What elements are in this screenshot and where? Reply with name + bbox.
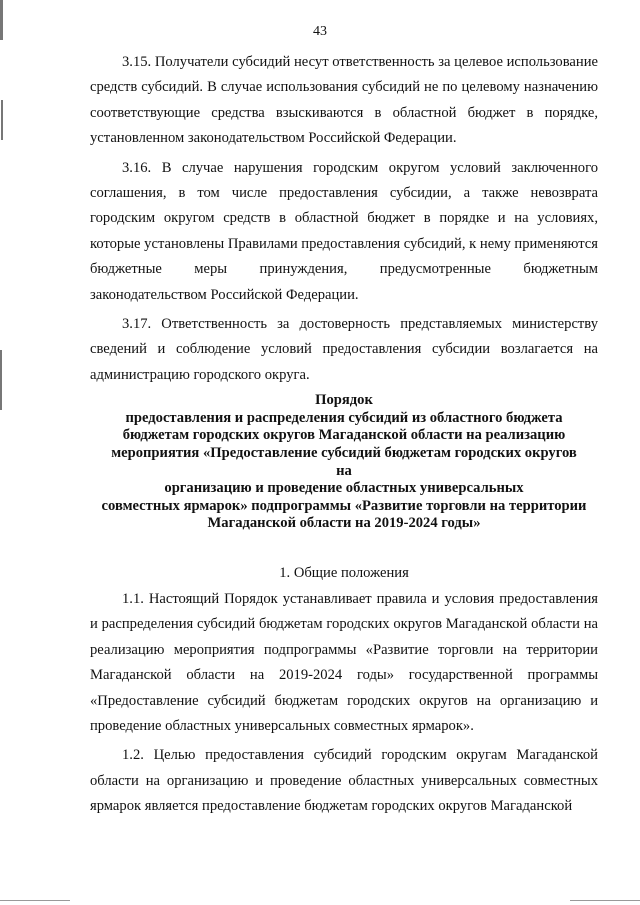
page-number: 43 (313, 24, 327, 39)
paragraph-3-17: 3.17. Ответственность за достоверность представляемых министерству сведений и соблюдение условий предоставления субсидии возлагается на администрацию городского округа. (90, 316, 598, 383)
title-line: мероприятия «Предоставление субсидий бюджетам городских округов (111, 445, 577, 462)
section-heading: 1. Общие положения (279, 565, 409, 582)
document-title (90, 392, 598, 533)
paragraph-1-1: 1.1. Настоящий Порядок устанавливает правила и условия предоставления и распределения субсидий бюджетам городских округов Магаданской области на реализацию мероприятия подпрограммы «Развитие торговли на территории Магаданской области на 2019-2024 годы» государственной программы «Предоставление субсидий бюджетам городских округов на организацию и проведение областных универсальных совместных ярмарок». (90, 591, 598, 735)
paragraph-3-15: 3.15. Получатели субсидий несут ответственность за целевое использование средств субсидий. В случае использования субсидий не по целевому назначению соответствующие средства взыскиваются в областной бюджет в порядке, установленном законодательством Российской Федерации. (90, 54, 598, 147)
paragraph-3-16: 3.16. В случае нарушения городским округом условий заключенного соглашения, в том числе предоставления субсидии, а также невозврата городским округом средств в областной бюджет в порядке и на условиях, которые установлены Правилами предоставления субсидий, к нему применяются бюджетные меры принуждения, предусмотренные бюджетным законодательством Российской Федерации. (90, 159, 598, 303)
title-line: организацию и проведение областных универсальных (164, 480, 524, 497)
title-line: бюджетам городских округов Магаданской области на реализацию (122, 427, 566, 444)
scan-edge-mid (1, 100, 3, 140)
title-line: предоставления и распределения субсидий из областного бюджета (125, 409, 563, 426)
scan-dash-left (0, 900, 70, 901)
scan-dash-right (570, 900, 640, 901)
title-line: Порядок (315, 392, 373, 409)
title-line: совместных ярмарок» подпрограммы «Развитие торговли на территории (101, 497, 587, 514)
title-line: Магаданской области на 2019-2024 годы» (207, 515, 481, 532)
title-line: на (336, 462, 352, 479)
scan-edge-low (0, 350, 2, 410)
paragraph-1-2: 1.2. Целью предоставления субсидий городским округам Магаданской области на организацию и проведение областных универсальных совместных ярмарок является предоставление бюджетам городских округов Магаданской (90, 747, 598, 815)
document-body (90, 50, 598, 820)
